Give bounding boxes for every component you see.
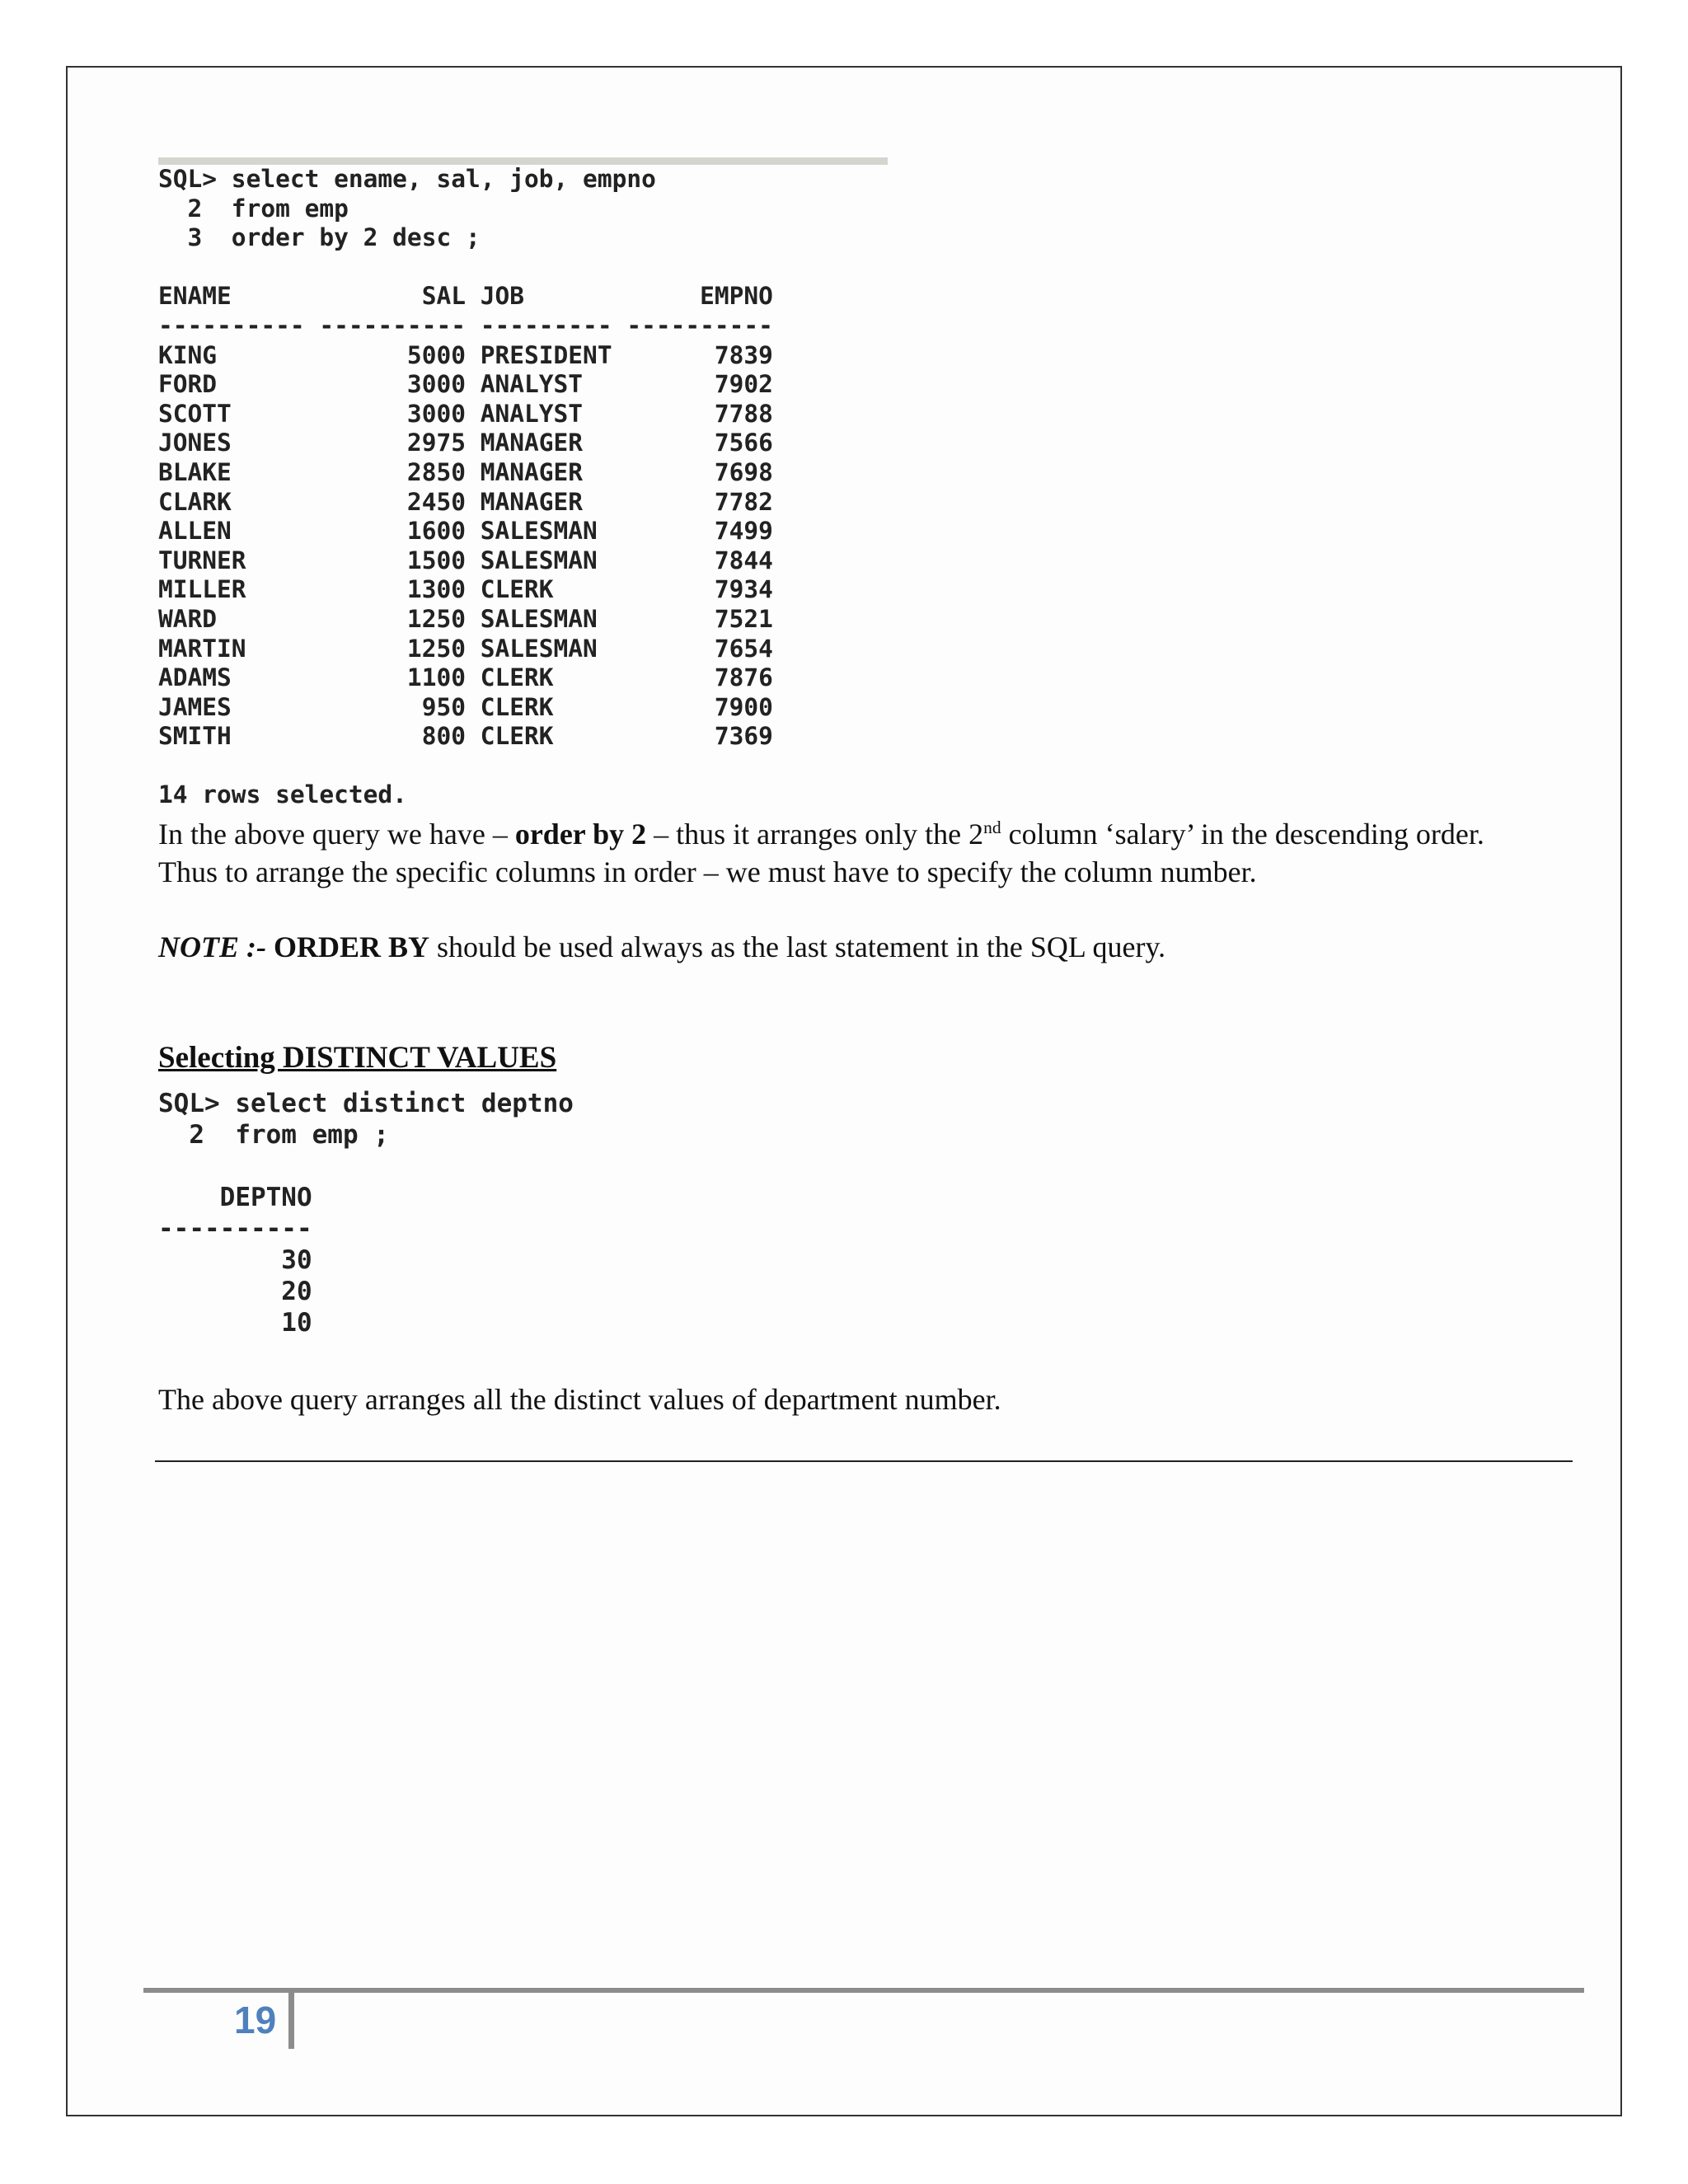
text-span: should be used always as the last statement in the SQL query.	[429, 930, 1166, 963]
blank-line	[158, 253, 773, 283]
table-row: BLAKE 2850 MANAGER 7698	[158, 457, 773, 486]
table-row: MILLER 1300 CLERK 7934	[158, 575, 773, 604]
table-row: KING 5000 PRESIDENT 7839	[158, 340, 773, 369]
table-row: MARTIN 1250 SALESMAN 7654	[158, 634, 773, 663]
spacer	[158, 891, 1576, 929]
table-row: JAMES 950 CLERK 7900	[158, 692, 773, 721]
footer-line	[143, 1988, 1584, 1993]
note-label: NOTE :-	[158, 930, 274, 963]
terminal-top-bar	[158, 157, 888, 165]
sql-line: 2 from emp	[158, 194, 349, 223]
bold-text: order by 2	[514, 818, 647, 851]
conclusion-text: The above query arranges all the distinct values of department number.	[158, 1383, 1001, 1416]
sql-line: 2 from emp ;	[158, 1120, 389, 1150]
table-row: 20	[158, 1277, 312, 1306]
table-row: ALLEN 1600 SALESMAN 7499	[158, 517, 773, 546]
table-row: SMITH 800 CLERK 7369	[158, 722, 773, 751]
horizontal-rule	[155, 1460, 1573, 1462]
table-row: 10	[158, 1308, 312, 1338]
table-row: JONES 2975 MANAGER 7566	[158, 429, 773, 457]
sql-line: SQL> select distinct deptno	[158, 1089, 574, 1118]
query2-block	[158, 1088, 574, 1338]
footer-divider	[288, 1988, 294, 2049]
explanation-paragraph	[158, 816, 1576, 854]
page-number: 19	[234, 1999, 277, 2041]
sql-line: 3 order by 2 desc ;	[158, 223, 481, 252]
rows-selected-footer: 14 rows selected.	[158, 780, 407, 809]
bold-text: ORDER BY	[273, 930, 430, 963]
sql-line: SQL> select ename, sal, job, empno	[158, 165, 656, 193]
table-row: FORD 3000 ANALYST 7902	[158, 370, 773, 399]
table-row: 30	[158, 1245, 312, 1275]
text-span: – thus it arranges only the 2	[646, 818, 984, 851]
superscript: nd	[983, 818, 1001, 838]
explanation-paragraph: Thus to arrange the specific columns in order – we must have to specify the column number.	[158, 855, 1257, 888]
table-row: TURNER 1500 SALESMAN 7844	[158, 546, 773, 574]
text-span: column ‘salary’ in the descending order.	[1001, 818, 1484, 851]
text-span: In the above query we have –	[158, 818, 515, 851]
blank-line	[158, 752, 773, 781]
result-separator: ---------- ---------- --------- ----------	[158, 311, 773, 340]
explanation-text	[158, 816, 1576, 966]
section-heading: Selecting DISTINCT VALUES	[158, 1041, 557, 1075]
result-header: DEPTNO	[158, 1183, 312, 1212]
result-header: ENAME SAL JOB EMPNO	[158, 282, 773, 311]
blank-line	[158, 1151, 574, 1182]
table-row: SCOTT 3000 ANALYST 7788	[158, 399, 773, 428]
table-row: WARD 1250 SALESMAN 7521	[158, 604, 773, 633]
table-row: CLARK 2450 MANAGER 7782	[158, 487, 773, 516]
result-separator: ----------	[158, 1214, 312, 1244]
table-row: ADAMS 1100 CLERK 7876	[158, 663, 773, 692]
note-paragraph	[158, 929, 1576, 967]
query1-block	[158, 165, 773, 810]
